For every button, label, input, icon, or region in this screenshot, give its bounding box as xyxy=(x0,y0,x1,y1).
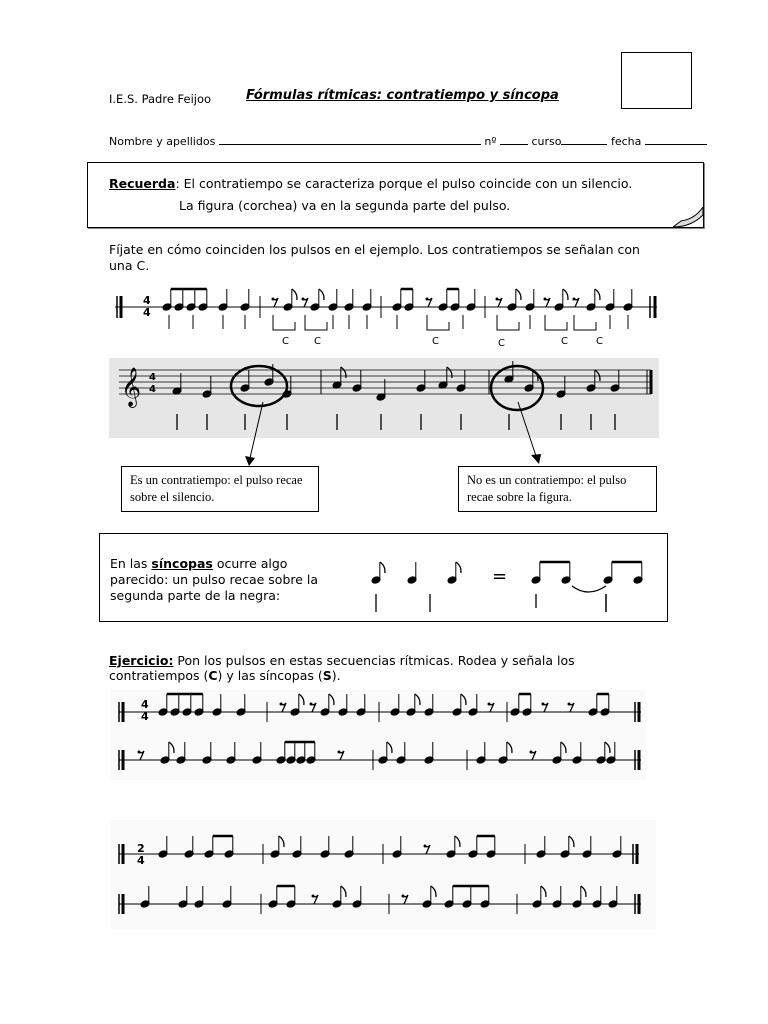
school-name: I.E.S. Padre Feijoo xyxy=(109,92,212,106)
page-title: Fórmulas rítmicas: contratiempo y síncopa xyxy=(246,88,559,103)
date-label: fecha xyxy=(610,135,642,148)
exercise-2-4-rows xyxy=(119,836,641,914)
exercise-4-4-rows xyxy=(119,694,641,770)
callout-no-contratiempo: No es un contratiempo: el pulso recae sobre la figura. xyxy=(458,466,657,512)
name-field[interactable] xyxy=(219,134,481,145)
callout-contratiempo: Es un contratiempo: el pulso recae sobre el silencio. xyxy=(121,466,319,512)
ex2-time-top: 2 xyxy=(137,842,145,855)
tie-icon xyxy=(572,586,606,592)
c-mark-1: C xyxy=(282,336,289,347)
sincopa-term: síncopas xyxy=(151,556,213,571)
recuerda-text-1: : El contratiempo se caracteriza porque el pulso coincide con un silencio. xyxy=(175,176,633,191)
c-mark-5: C xyxy=(561,336,568,347)
course-field[interactable] xyxy=(561,134,607,145)
page-curl-icon xyxy=(673,207,705,229)
date-field[interactable] xyxy=(645,134,707,145)
ex1-time-top: 4 xyxy=(141,698,149,711)
time-sig-top: 4 xyxy=(143,294,151,307)
student-info-row xyxy=(109,134,707,148)
recuerda-line-1 xyxy=(109,176,632,191)
sincopa-rest: ocurre algo parecido: un pulso recae sobre la segunda parte de la negra: xyxy=(110,556,319,603)
exercise-rows-4-4 xyxy=(111,690,651,780)
course-label: curso xyxy=(531,135,562,148)
number-field[interactable] xyxy=(500,134,528,145)
c-mark-4: C xyxy=(498,338,505,349)
sincopa-text xyxy=(110,556,340,604)
c-mark-3: C xyxy=(432,336,439,347)
number-label: nº xyxy=(484,135,497,148)
example-rhythm-staff xyxy=(105,284,665,354)
exercise-rows-2-4 xyxy=(111,820,656,930)
grade-box xyxy=(621,52,692,109)
sincopa-prefix: En las xyxy=(110,556,152,571)
melody-time-bottom: 4 xyxy=(149,384,156,395)
c-mark-2: C xyxy=(314,336,321,347)
recuerda-label: Recuerda xyxy=(109,176,176,191)
sincopa-diagram xyxy=(360,542,660,622)
intro-text: Fíjate en cómo coinciden los pulsos en el ejemplo. Los contratiempos se señalan con una C. xyxy=(109,242,640,273)
time-sig-bottom: 4 xyxy=(143,306,151,319)
arrow-right xyxy=(518,402,536,456)
ejercicio-instructions: Ejercicio: Pon los pulsos en estas secuencias rítmicas. Rodea y señala los contratiempos (C) y las síncopas (S). xyxy=(109,653,575,683)
ex2-time-bottom: 4 xyxy=(137,854,145,867)
sincopa-figures xyxy=(371,562,461,612)
example-notes xyxy=(162,289,633,318)
recuerda-box xyxy=(87,162,704,228)
melody-time-top: 4 xyxy=(149,372,156,383)
sincopa-box xyxy=(99,533,668,622)
sincopa-equivalent xyxy=(531,562,643,612)
name-label: Nombre y apellidos xyxy=(109,135,216,148)
arrow-left xyxy=(250,402,263,458)
c-mark-6: C xyxy=(596,336,603,347)
pulse-ticks xyxy=(169,315,628,329)
melody-notes xyxy=(172,361,620,401)
callout-arrows xyxy=(230,400,570,470)
equals-sign: = xyxy=(492,566,508,587)
treble-clef-icon: 𝄞 xyxy=(121,367,142,407)
ejercicio-label: Ejercicio: xyxy=(109,653,174,668)
contratiempo-brackets xyxy=(273,322,596,330)
ex1-time-bottom: 4 xyxy=(141,710,149,723)
recuerda-text-2: La figura (corchea) va en la segunda parte del pulso. xyxy=(179,198,511,213)
